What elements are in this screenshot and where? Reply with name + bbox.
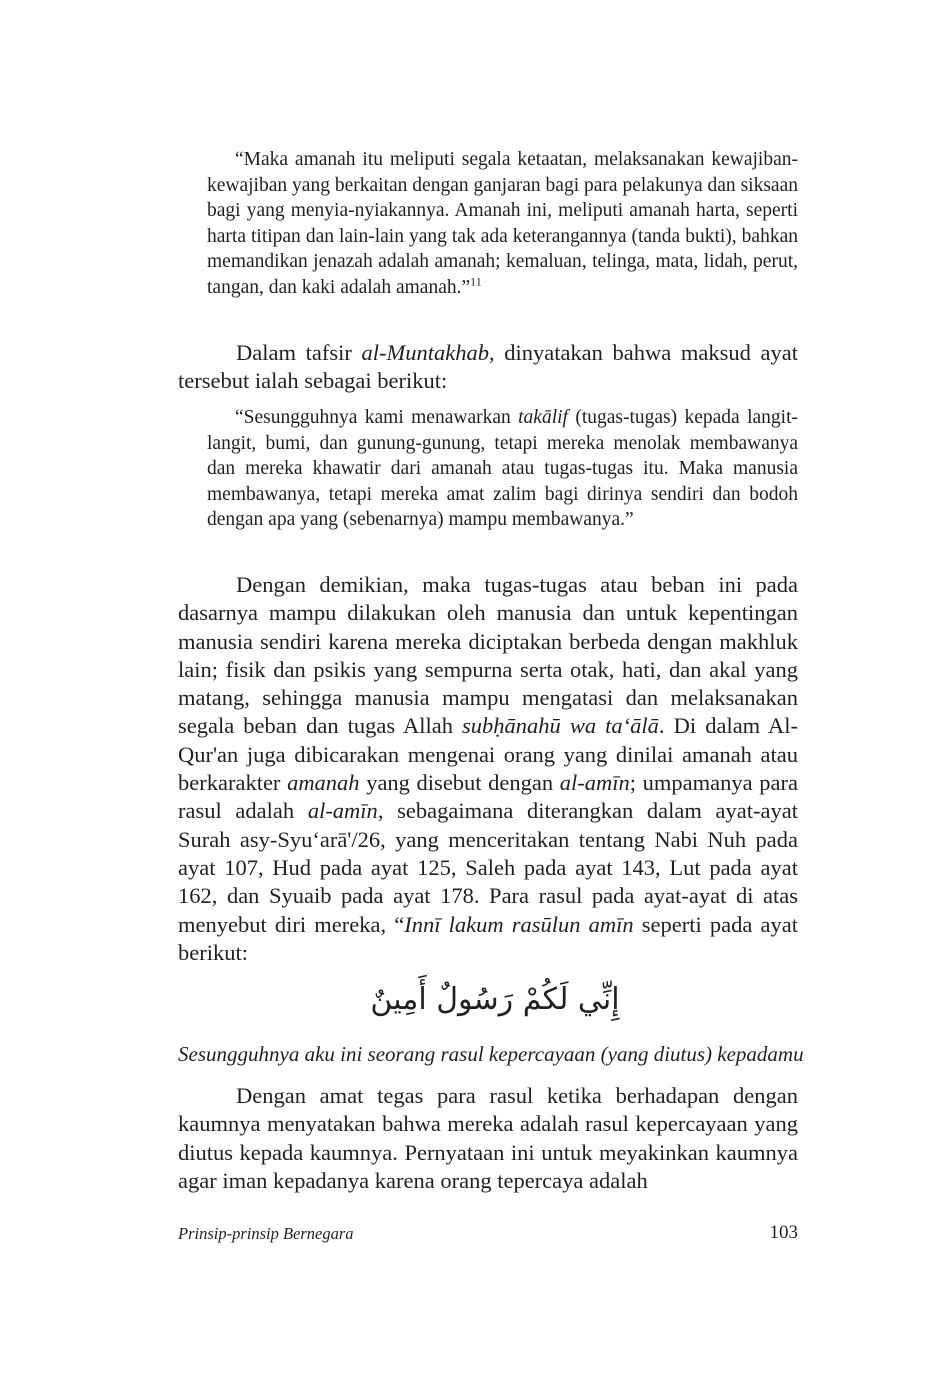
italic-term: subḥānahū wa ta‘ālā <box>462 713 659 739</box>
para-text: Dengan demikian, maka tugas-tugas atau beban ini pada dasarnya mampu dilakukan oleh manusia dan untuk kepentingan manusia sendiri karena mereka diciptakan berbeda dengan makhluk lain; fisik dan psikis yang sempurna serta otak, hati, dan akal yang matang, sehingga manusia mampu mengatasi dan melaksanakan segala beban dan tugas Allah <box>178 572 798 739</box>
italic-term: al-amīn <box>307 798 378 824</box>
paragraph-dengan-amat-tegas: Dengan amat tegas para rasul ketika berhadapan dengan kaumnya menyatakan bahwa mereka adalah rasul kepercayaan yang diutus kepada kaumnya. Pernyataan ini untuk meyakinkan kaumnya agar iman kepadanya karena orang tepercaya adalah <box>178 1083 798 1193</box>
block-quote-amanah <box>207 147 798 301</box>
arabic-verse: إِنِّي لَكُمْ رَسُولٌ أَمِينٌ <box>370 982 620 1017</box>
quote-text: “Maka amanah itu meliputi segala ketaatan, melaksanakan kewajiban-kewajiban yang berkaitan dengan ganjaran bagi para pelakunya dan siksaan bagi yang menyia-nyiakannya. Amanah ini, meliputi amanah harta, seperti harta titipan dan lain-lain yang tak ada keterangannya (tanda bukti), bahkan memandikan jenazah adalah amanah; kemaluan, telinga, mata, lidah, perut, tangan, dan kaki adalah amanah.” <box>207 149 798 298</box>
block-quote-takalif <box>207 405 798 533</box>
para-text: , sebagaimana diterangkan dalam ayat-ayat Surah asy-Syu‘arā'/26, yang menceritakan tentang Nabi Nuh pada ayat 107, Hud pada ayat 125, Saleh pada ayat 143, Lut pada ayat 162, dan Syuaib pada ayat 178. Para rasul pada ayat-ayat di atas menyebut diri mereka, “ <box>178 798 798 937</box>
footnote-marker: 11 <box>470 274 482 289</box>
para-text: . Di dalam Al-Qur'an juga dibicarakan mengenai orang yang dinilai amanah atau berkarakter <box>178 713 799 796</box>
quote-text: (tugas-tugas) kepada langit-langit, bumi, dan gunung-gunung, tetapi mereka menolak membawanya dan mereka khawatir dari amanah atau tugas-tugas itu. Maka manusia membawanya, tetapi mereka amat zalim bagi dirinya sendiri dan bodoh dengan apa yang (sebenarnya) mampu membawanya.” <box>207 407 798 531</box>
para-text: yang disebut dengan <box>359 770 560 796</box>
verse-translation: Sesungguhnya aku ini seorang rasul kepercayaan (yang diutus) kepadamu <box>178 1042 804 1066</box>
italic-term: al-amīn <box>559 770 630 796</box>
paragraph-dengan-demikian <box>178 571 798 967</box>
italic-term: al-Muntakhab <box>361 340 489 365</box>
paragraph-al-muntakhab <box>178 339 798 396</box>
para-text: ; umpamanya para rasul adalah <box>178 770 798 824</box>
footer-book-title: Prinsip-prinsip Bernegara <box>178 1224 354 1243</box>
footer-page-number: 103 <box>769 1222 798 1243</box>
italic-term: takālif <box>518 407 568 428</box>
italic-term: Innī lakum rasūlun amīn <box>404 911 634 937</box>
italic-term: amanah <box>287 770 360 796</box>
para-text: seperti pada ayat berikut: <box>178 911 798 965</box>
quote-text: “Sesungguhnya kami menawarkan <box>235 407 519 428</box>
para-text: Dalam tafsir <box>236 340 362 365</box>
para-text: , dinyatakan bahwa maksud ayat tersebut ialah sebagai berikut: <box>178 340 798 394</box>
